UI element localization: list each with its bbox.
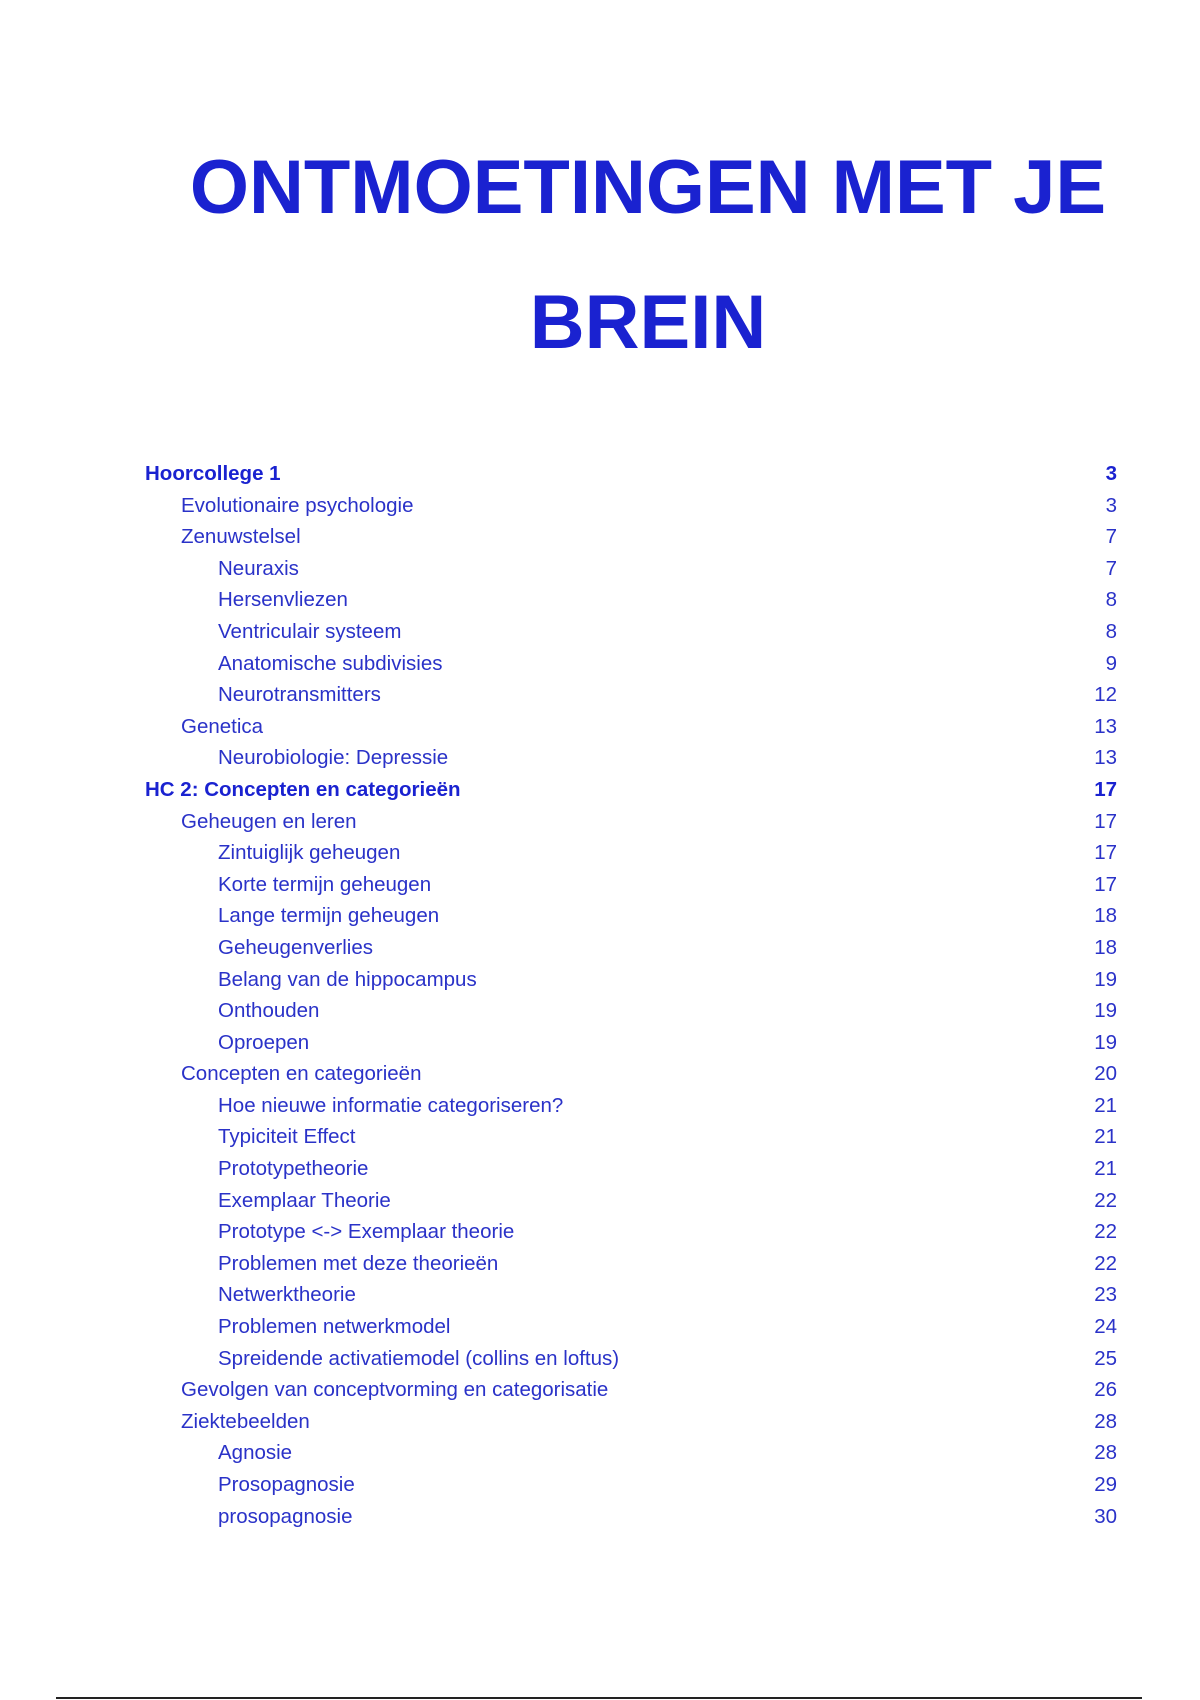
- toc-entry-page-number[interactable]: 18: [1094, 904, 1117, 928]
- toc-entry-page-number[interactable]: 19: [1094, 1030, 1117, 1054]
- toc-entry[interactable]: [145, 458, 1117, 490]
- toc-entry-label[interactable]: Onthouden: [218, 999, 320, 1023]
- toc-entry-label[interactable]: Zenuwstelsel: [181, 525, 301, 549]
- toc-entry-page-number[interactable]: 17: [1094, 809, 1117, 833]
- toc-entry-page-number[interactable]: 7: [1105, 525, 1117, 549]
- toc-entry[interactable]: [145, 932, 1117, 964]
- toc-entry-label[interactable]: prosopagnosie: [218, 1504, 353, 1528]
- toc-entry-page-number[interactable]: 13: [1094, 746, 1117, 770]
- toc-entry-label[interactable]: Ventriculair systeem: [218, 619, 402, 643]
- toc-entry-label[interactable]: Hoe nieuwe informatie categoriseren?: [218, 1093, 564, 1117]
- toc-entry[interactable]: [145, 1153, 1117, 1185]
- toc-entry[interactable]: [145, 679, 1117, 711]
- toc-entry[interactable]: [145, 1121, 1117, 1153]
- toc-entry-page-number[interactable]: 30: [1094, 1504, 1117, 1528]
- toc-entry[interactable]: [145, 1343, 1117, 1375]
- toc-entry-label[interactable]: Belang van de hippocampus: [218, 967, 477, 991]
- toc-entry[interactable]: [145, 1501, 1117, 1533]
- toc-entry-label[interactable]: Typiciteit Effect: [218, 1125, 356, 1149]
- footer-divider: [56, 1697, 1142, 1699]
- toc-entry[interactable]: [145, 806, 1117, 838]
- toc-entry-page-number[interactable]: 20: [1094, 1062, 1117, 1086]
- toc-entry[interactable]: [145, 869, 1117, 901]
- toc-entry-label[interactable]: Concepten en categorieën: [181, 1062, 422, 1086]
- toc-entry-label[interactable]: Lange termijn geheugen: [218, 904, 440, 928]
- toc-entry-label[interactable]: HC 2: Concepten en categorieën: [145, 777, 461, 801]
- toc-entry-page-number[interactable]: 21: [1094, 1125, 1117, 1149]
- toc-entry-label[interactable]: Neurotransmitters: [218, 683, 381, 707]
- toc-entry[interactable]: [145, 1090, 1117, 1122]
- toc-entry-page-number[interactable]: 19: [1094, 967, 1117, 991]
- toc-entry-label[interactable]: Korte termijn geheugen: [218, 872, 432, 896]
- toc-entry[interactable]: [145, 837, 1117, 869]
- toc-entry-page-number[interactable]: 28: [1094, 1409, 1117, 1433]
- toc-entry-page-number[interactable]: 13: [1094, 714, 1117, 738]
- toc-entry-label[interactable]: Neuraxis: [218, 556, 299, 580]
- toc-entry-page-number[interactable]: 22: [1094, 1188, 1117, 1212]
- toc-entry-page-number[interactable]: 22: [1094, 1220, 1117, 1244]
- toc-entry-page-number[interactable]: 21: [1094, 1157, 1117, 1181]
- toc-entry-page-number[interactable]: 25: [1094, 1346, 1117, 1370]
- toc-entry-label[interactable]: Prototype <-> Exemplaar theorie: [218, 1220, 515, 1244]
- toc-entry-label[interactable]: Neurobiologie: Depressie: [218, 746, 449, 770]
- toc-entry-label[interactable]: Oproepen: [218, 1030, 310, 1054]
- toc-entry-page-number[interactable]: 23: [1094, 1283, 1117, 1307]
- document-title-line-1: ONTMOETINGEN MET JE: [189, 145, 1107, 230]
- toc-entry-label[interactable]: Zintuiglijk geheugen: [218, 841, 401, 865]
- toc-entry[interactable]: [145, 711, 1117, 743]
- toc-entry-page-number[interactable]: 28: [1094, 1441, 1117, 1465]
- toc-entry-label[interactable]: Genetica: [181, 714, 264, 738]
- toc-entry-page-number[interactable]: 3: [1105, 462, 1117, 485]
- toc-entry[interactable]: [145, 553, 1117, 585]
- toc-entry-page-number[interactable]: 12: [1094, 683, 1117, 707]
- toc-entry-label[interactable]: Prosopagnosie: [218, 1473, 355, 1496]
- toc-entry-label[interactable]: Exemplaar Theorie: [218, 1188, 391, 1212]
- toc-entry-page-number[interactable]: 24: [1094, 1315, 1117, 1339]
- toc-entry[interactable]: [145, 774, 1117, 806]
- toc-entry[interactable]: [145, 1027, 1117, 1059]
- toc-entry-label[interactable]: Geheugenverlies: [218, 935, 373, 959]
- toc-entry[interactable]: [145, 1185, 1117, 1217]
- toc-entry-page-number[interactable]: 22: [1094, 1251, 1117, 1275]
- toc-entry-label[interactable]: Geheugen en leren: [181, 809, 357, 833]
- toc-entry-label[interactable]: Gevolgen van conceptvorming en categorisatie: [181, 1378, 609, 1402]
- toc-entry[interactable]: [145, 900, 1117, 932]
- toc-entry-label[interactable]: Problemen met deze theorieën: [218, 1251, 499, 1275]
- toc-entry[interactable]: [145, 1469, 1117, 1501]
- toc-entry-label[interactable]: Agnosie: [218, 1441, 293, 1465]
- toc-entry[interactable]: [145, 1311, 1117, 1343]
- toc-entry-page-number[interactable]: 8: [1105, 588, 1117, 612]
- toc-entry-page-number[interactable]: 26: [1094, 1378, 1117, 1402]
- document-title-line-2: BREIN: [529, 280, 767, 365]
- table-of-contents: [145, 458, 1117, 1532]
- toc-entry-page-number[interactable]: 29: [1094, 1473, 1117, 1496]
- toc-entry[interactable]: [145, 490, 1117, 522]
- toc-entry-label[interactable]: Problemen netwerkmodel: [218, 1315, 451, 1339]
- toc-entry-page-number[interactable]: 19: [1094, 999, 1117, 1023]
- toc-entry-label[interactable]: Hersenvliezen: [218, 588, 348, 612]
- toc-entry[interactable]: [145, 584, 1117, 616]
- toc-entry[interactable]: [145, 521, 1117, 553]
- toc-entry[interactable]: [145, 616, 1117, 648]
- toc-entry-label[interactable]: Anatomische subdivisies: [218, 651, 443, 675]
- toc-entry-page-number[interactable]: 18: [1094, 935, 1117, 959]
- toc-entry-page-number[interactable]: 3: [1105, 493, 1117, 517]
- toc-entry[interactable]: [145, 964, 1117, 996]
- toc-entry[interactable]: [145, 1374, 1117, 1406]
- toc-entry[interactable]: [145, 648, 1117, 680]
- toc-entry-label[interactable]: Netwerktheorie: [218, 1283, 356, 1307]
- toc-entry[interactable]: [145, 1058, 1117, 1090]
- toc-entry[interactable]: [145, 1216, 1117, 1248]
- toc-entry-page-number[interactable]: 17: [1094, 777, 1117, 801]
- toc-entry-label[interactable]: Spreidende activatiemodel (collins en loftus): [218, 1346, 620, 1370]
- toc-entry-page-number[interactable]: 21: [1094, 1093, 1117, 1117]
- toc-entry-page-number[interactable]: 17: [1094, 841, 1117, 865]
- toc-entry[interactable]: [145, 995, 1117, 1027]
- toc-entry[interactable]: [145, 742, 1117, 774]
- toc-entry-label[interactable]: Prototypetheorie: [218, 1157, 369, 1181]
- toc-entry[interactable]: [145, 1406, 1117, 1438]
- toc-entry[interactable]: [145, 1248, 1117, 1280]
- toc-entry-label[interactable]: Evolutionaire psychologie: [181, 493, 414, 517]
- toc-entry-page-number[interactable]: 8: [1105, 619, 1117, 643]
- toc-entry-page-number[interactable]: 7: [1105, 556, 1117, 580]
- toc-entry-page-number[interactable]: 17: [1094, 872, 1117, 896]
- toc-entry-label[interactable]: Ziektebeelden: [181, 1409, 310, 1433]
- toc-entry-label[interactable]: Hoorcollege 1: [145, 462, 281, 485]
- toc-entry[interactable]: [145, 1279, 1117, 1311]
- toc-entry-page-number[interactable]: 9: [1105, 651, 1117, 675]
- toc-entry[interactable]: [145, 1437, 1117, 1469]
